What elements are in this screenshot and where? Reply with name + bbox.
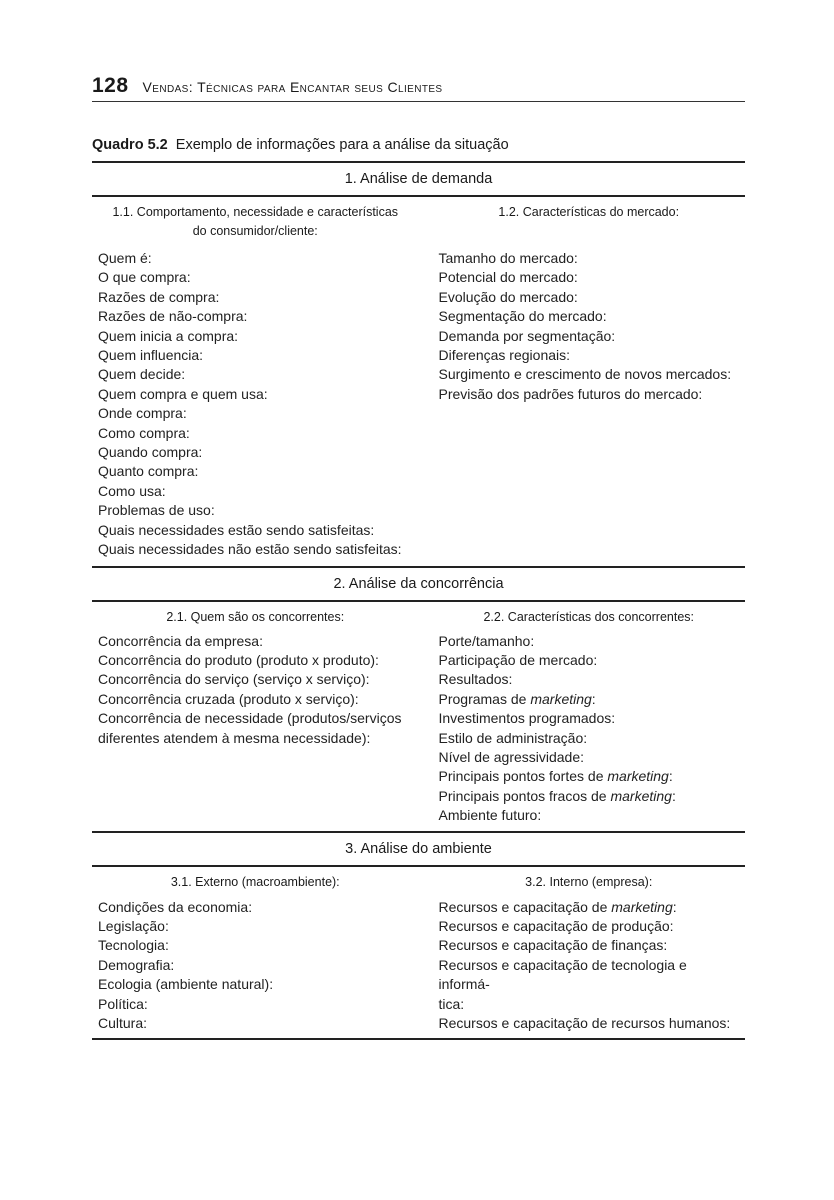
list-item: Recursos e capacitação de recursos humanos: — [438, 1015, 731, 1031]
column-internal-environment — [419, 867, 746, 1039]
list-item: Resultados: — [438, 671, 513, 688]
list-item: Evolução do mercado: — [438, 288, 578, 305]
list-item: O que compra: — [98, 269, 191, 286]
list-item: Problemas de uso: — [98, 502, 215, 519]
column-market-characteristics — [419, 197, 746, 566]
list-item: Recursos e capacitação de marketing: — [438, 898, 677, 915]
column-external-environment — [92, 867, 419, 1039]
item-list — [439, 249, 740, 410]
column-competitor-characteristics — [419, 602, 746, 831]
subsection-title-line: do consumidor/cliente: — [192, 224, 318, 238]
list-item: Nível de agressividade: — [438, 748, 585, 765]
item-list — [439, 898, 740, 1039]
list-item: Demanda por segmentação: — [438, 327, 616, 344]
list-item: Demografia: — [98, 956, 175, 973]
caption-text: Exemplo de informações para a análise da situação — [175, 137, 509, 153]
list-item: Investimentos programados: — [438, 710, 616, 727]
list-item: Concorrência do produto (produto x produto): — [98, 651, 379, 668]
subsection-title: 2.2. Características dos concorrentes: — [483, 609, 694, 624]
column-consumer-behavior — [92, 197, 419, 566]
subsection-title: 3.2. Interno (empresa): — [525, 874, 653, 889]
subsection-title: 3.1. Externo (macroambiente): — [170, 874, 340, 889]
section-competition-analysis — [92, 566, 745, 831]
section-environment-analysis — [92, 831, 745, 1041]
list-item: Ambiente futuro: — [438, 807, 542, 824]
list-item: tica: — [438, 995, 465, 1012]
section-demand-analysis — [92, 161, 745, 566]
list-item: Condições da economia: — [98, 898, 253, 915]
list-item: Previsão dos padrões futuros do mercado: — [438, 385, 703, 402]
item-list — [98, 898, 413, 1039]
list-item: Quem influencia: — [98, 347, 204, 364]
list-item: Concorrência cruzada (produto x serviço): — [98, 690, 359, 707]
list-item: Recursos e capacitação de produção: — [438, 917, 674, 934]
list-item: Quem é: — [98, 250, 152, 266]
analysis-table — [92, 161, 745, 1040]
section-title: 1. Análise de demanda — [92, 163, 745, 197]
list-item: Quando compra: — [98, 444, 203, 461]
page-number: 128 — [92, 74, 129, 97]
list-item: Potencial do mercado: — [438, 269, 578, 286]
column-who-are-competitors — [92, 602, 419, 831]
list-item: Recursos e capacitação de finanças: — [438, 937, 668, 954]
list-item: Tamanho do mercado: — [438, 250, 578, 266]
subsection-title — [98, 197, 413, 249]
list-item: Ecologia (ambiente natural): — [98, 976, 274, 993]
subsection-title: 1.2. Características do mercado: — [498, 205, 680, 219]
list-item: diferentes atendem à mesma necessidade): — [98, 729, 371, 746]
subsection-title: 2.1. Quem são os concorrentes: — [166, 609, 345, 624]
list-item: Programas de marketing: — [438, 690, 596, 707]
subsection-title-line: 1.1. Comportamento, necessidade e características — [112, 205, 399, 219]
list-item: Surgimento e crescimento de novos mercados: — [438, 366, 732, 383]
list-item: Principais pontos fracos de marketing: — [438, 787, 676, 804]
list-item: Participação de mercado: — [438, 651, 598, 668]
section-title: 3. Análise do ambiente — [92, 833, 745, 867]
list-item: Quem compra e quem usa: — [98, 385, 268, 402]
book-title: Vendas: Técnicas para Encantar seus Clientes — [142, 79, 443, 95]
list-item: Concorrência da empresa: — [98, 632, 263, 649]
list-item: Principais pontos fortes de marketing: — [438, 768, 673, 785]
list-item: Segmentação do mercado: — [438, 308, 607, 325]
list-item: Cultura: — [98, 1015, 148, 1031]
section-title: 2. Análise da concorrência — [92, 568, 745, 602]
item-list — [98, 632, 413, 753]
list-item: Política: — [98, 995, 148, 1012]
list-item: Estilo de administração: — [438, 729, 588, 746]
list-item: Quais necessidades não estão sendo satisfeitas: — [98, 541, 402, 558]
list-item: Concorrência de necessidade (produtos/serviços — [98, 710, 402, 727]
caption-label: Quadro 5.2 — [92, 137, 168, 153]
list-item: Legislação: — [98, 917, 169, 934]
list-item: Quanto compra: — [98, 463, 199, 480]
list-item: Como compra: — [98, 424, 190, 441]
list-item: Razões de não-compra: — [98, 308, 248, 325]
list-item: Tecnologia: — [98, 937, 169, 954]
list-item: Recursos e capacitação de tecnologia e informá- — [438, 956, 687, 993]
running-head — [92, 74, 745, 102]
table-caption — [92, 137, 509, 153]
list-item: Diferenças regionais: — [438, 347, 571, 364]
list-item: Quais necessidades estão sendo satisfeitas: — [98, 521, 375, 538]
list-item: Concorrência do serviço (serviço x serviço): — [98, 671, 370, 688]
list-item: Porte/tamanho: — [438, 632, 535, 649]
list-item: Como usa: — [98, 482, 166, 499]
list-item: Quem inicia a compra: — [98, 327, 239, 344]
list-item: Onde compra: — [98, 405, 187, 422]
list-item: Razões de compra: — [98, 288, 220, 305]
item-list — [98, 249, 413, 566]
item-list — [439, 632, 740, 831]
list-item: Quem decide: — [98, 366, 186, 383]
